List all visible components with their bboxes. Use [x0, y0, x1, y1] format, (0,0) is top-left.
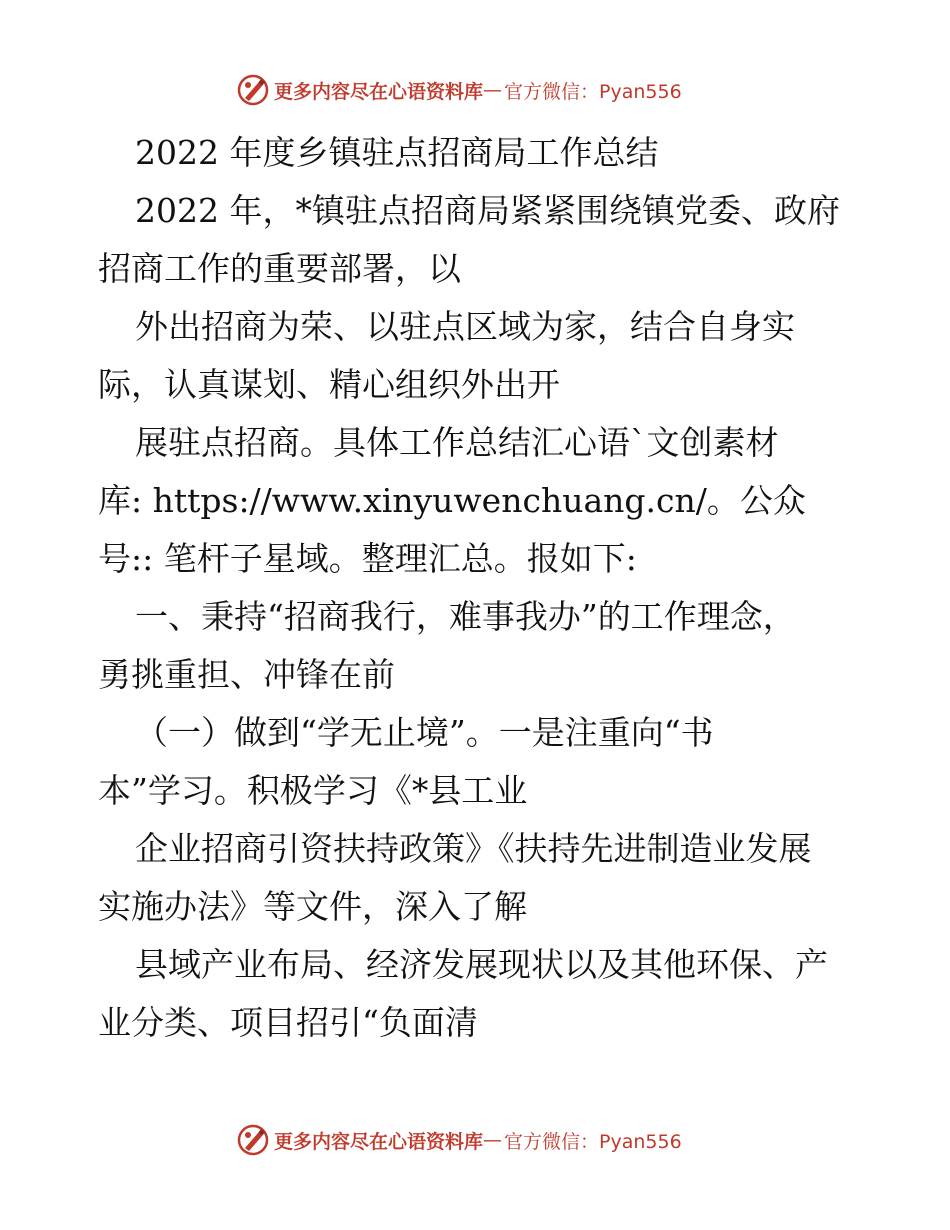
watermark-dash: — — [483, 79, 503, 101]
watermark-wechat: 官方微信：Pyan556 — [504, 1130, 682, 1153]
pen-logo-icon — [236, 1123, 270, 1157]
document-title: 2022 年度乡镇驻点招商局工作总结 — [135, 133, 659, 172]
paragraph-line: 县域产业布局、经济发展现状以及其他环保、产 — [135, 945, 828, 984]
watermark-brand: 更多内容尽在心语资料库 — [274, 80, 484, 103]
paragraph-line: 展驻点招商。具体工作总结汇心语`文创素材 — [135, 423, 779, 462]
paragraph-line: 本”学习。积极学习《*县工业 — [98, 771, 528, 810]
paragraph-line: 际，认真谋划、精心组织外出开 — [98, 365, 560, 404]
watermark-brand: 更多内容尽在心语资料库 — [274, 1130, 484, 1153]
subsection-heading: （一）做到“学无止境”。一是注重向“书 — [135, 713, 714, 752]
watermark-dash: — — [483, 1129, 503, 1151]
paragraph-line: 企业招商引资扶持政策》《扶持先进制造业发展 — [135, 829, 812, 868]
paragraph-line: 库: https://www.xinyuwenchuang.cn/。公众 — [98, 481, 806, 520]
header-watermark — [236, 72, 682, 108]
section-heading: 一、秉持“招商我行，难事我办”的工作理念， — [135, 597, 796, 636]
paragraph-line: 2022 年，*镇驻点招商局紧紧围绕镇党委、政府 — [135, 191, 840, 230]
pen-logo-icon — [236, 73, 270, 107]
paragraph-line: 实施办法》等文件，深入了解 — [98, 887, 527, 926]
paragraph-line: 号:: 笔杆子星域。整理汇总。报如下: — [98, 539, 637, 578]
footer-watermark — [236, 1122, 682, 1158]
watermark-wechat: 官方微信：Pyan556 — [504, 80, 682, 103]
paragraph-line: 业分类、项目招引“负面清 — [98, 1003, 478, 1042]
paragraph-line: 招商工作的重要部署，以 — [98, 249, 461, 288]
paragraph-line: 勇挑重担、冲锋在前 — [98, 655, 395, 694]
paragraph-line: 外出招商为荣、以驻点区域为家，结合自身实 — [135, 307, 795, 346]
document-body — [98, 124, 868, 1052]
